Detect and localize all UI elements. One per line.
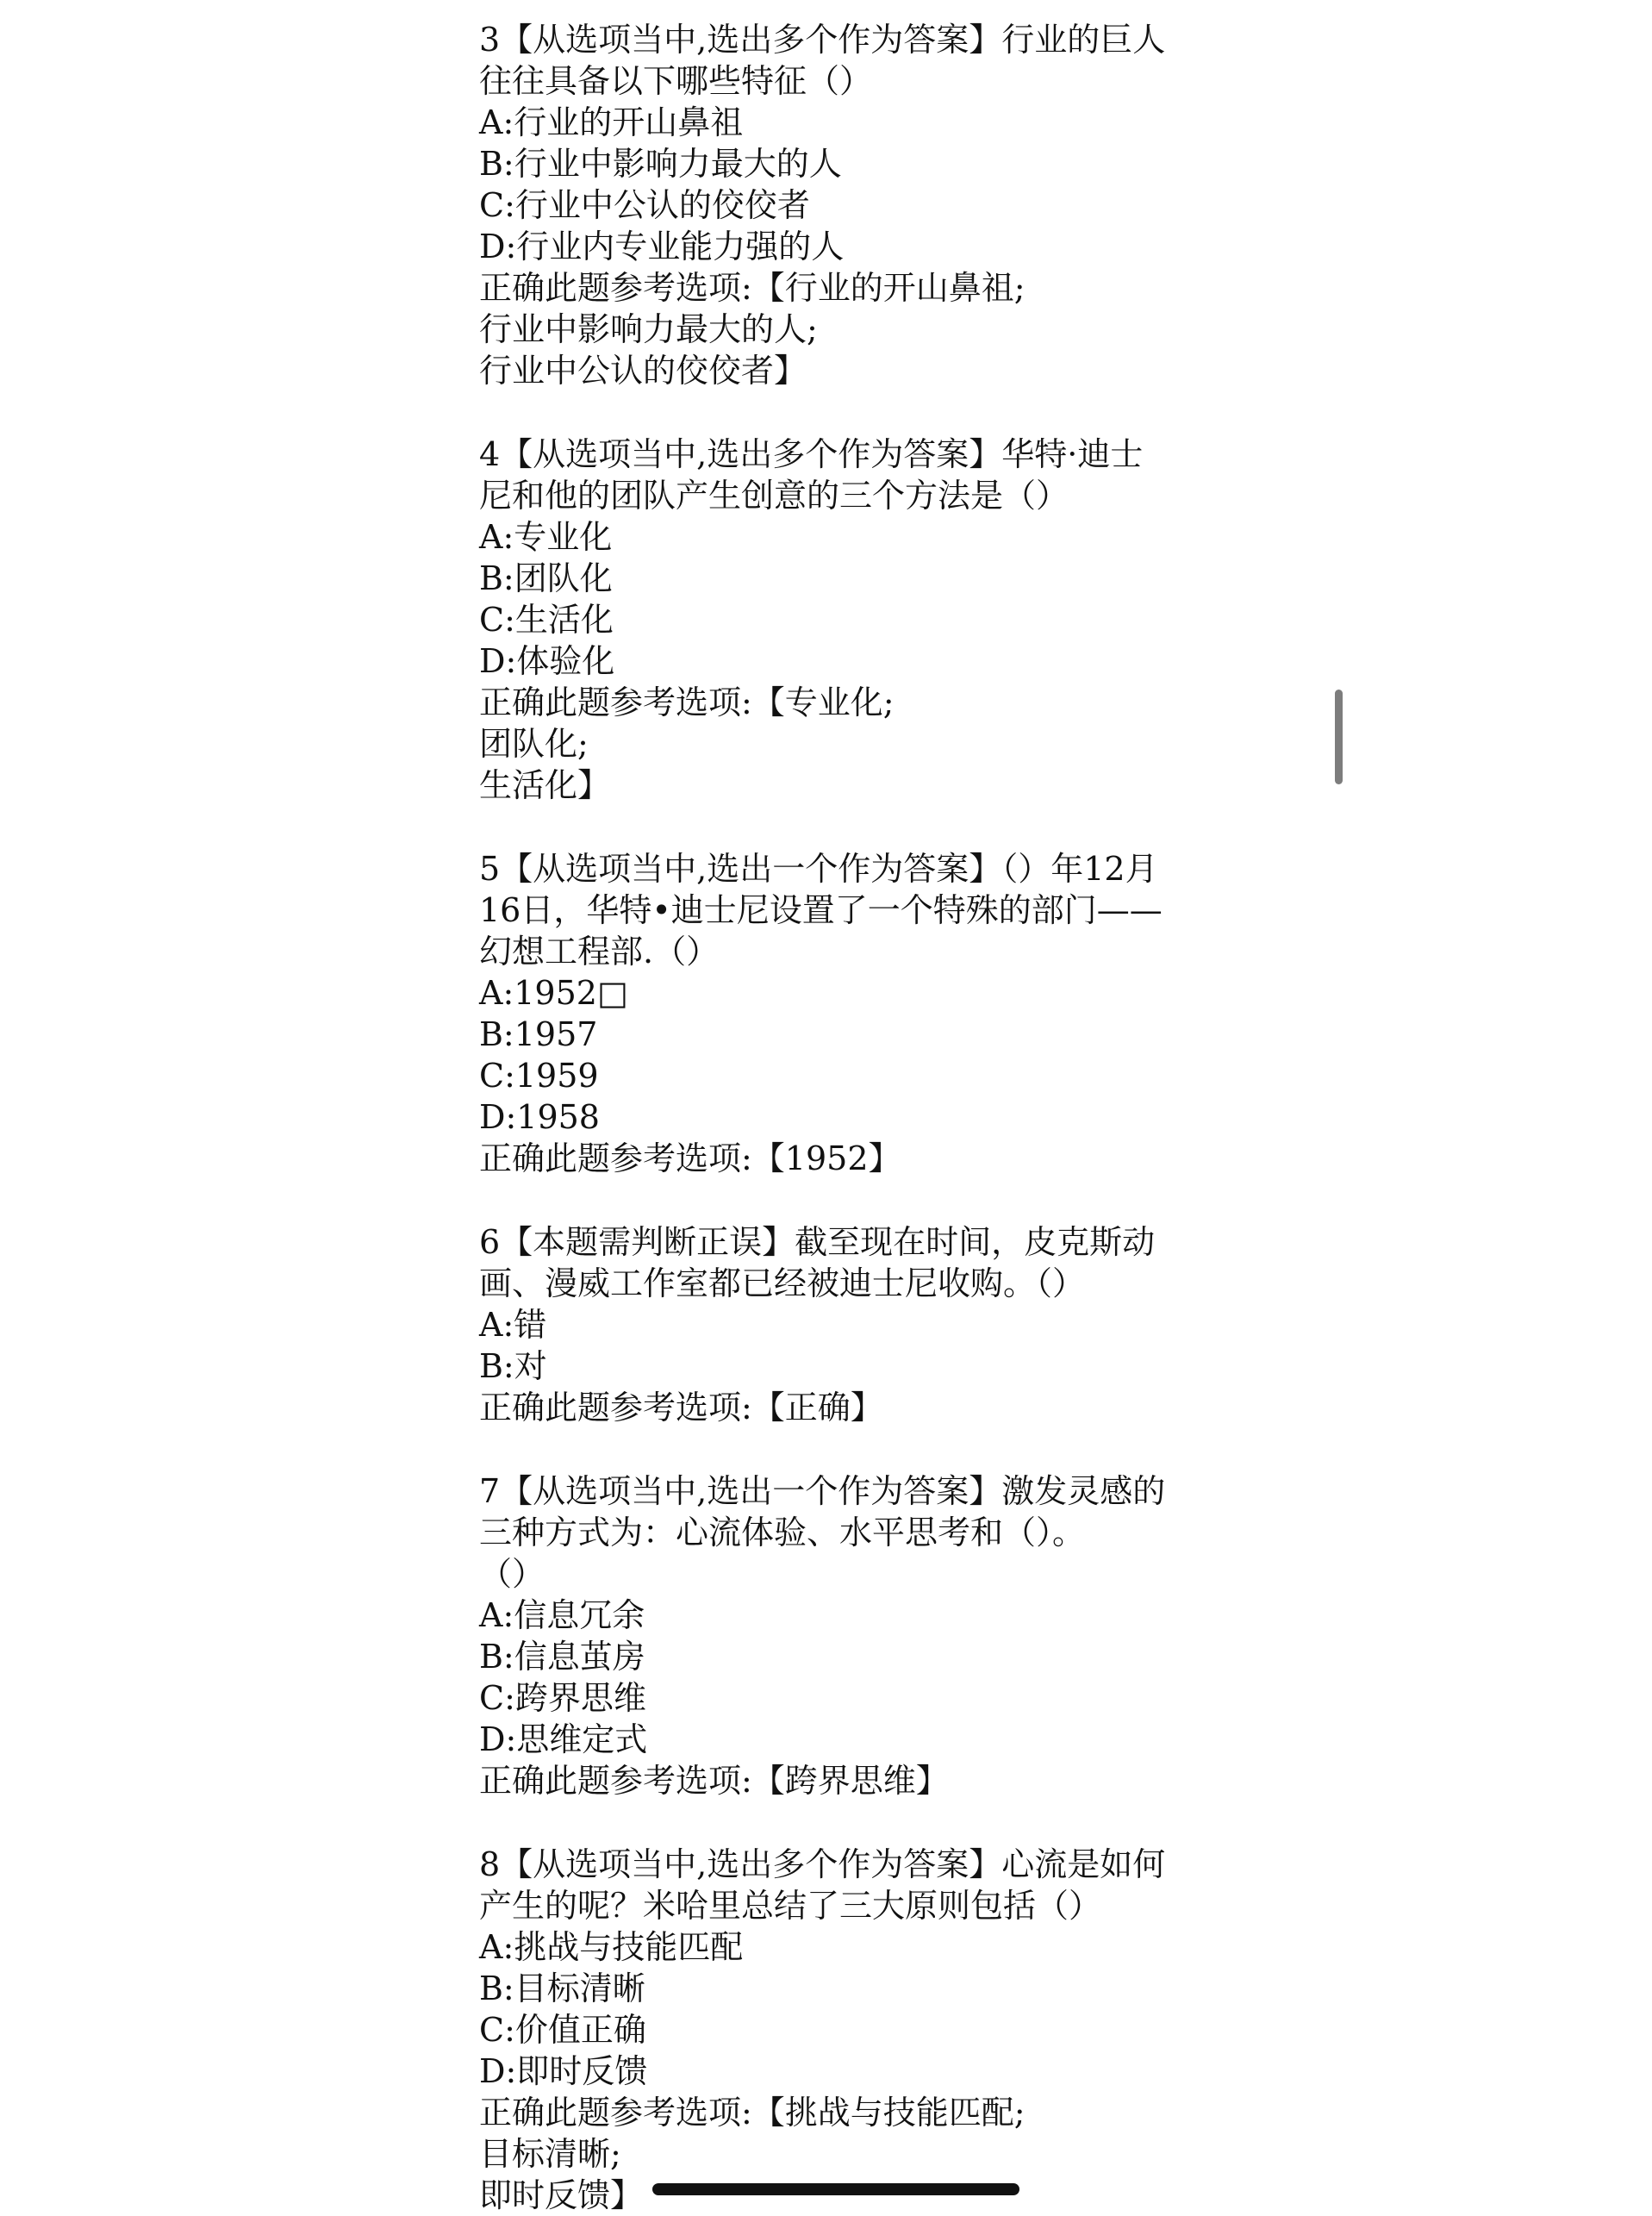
answer-line: 正确此题参考选项:【专业化; — [479, 684, 895, 721]
option-c: C:行业中公认的佼佼者 — [479, 186, 810, 224]
option-a: A:错 — [479, 1306, 547, 1344]
question-spacer — [479, 1428, 1207, 1470]
question-document — [479, 19, 1207, 2216]
question-text-line: 8【从选项当中,选出多个作为答案】心流是如何 — [479, 1845, 1166, 1883]
option-b: B:目标清晰 — [479, 1969, 645, 2007]
option-a: A:专业化 — [479, 518, 613, 556]
option-d: D:1958 — [479, 1098, 600, 1136]
answer-line: 正确此题参考选项:【跨界思维】 — [479, 1762, 949, 1800]
question-spacer — [479, 391, 1207, 434]
option-d: D:体验化 — [479, 642, 615, 680]
option-d: D:思维定式 — [479, 1720, 648, 1758]
option-d: D:行业内专业能力强的人 — [479, 228, 845, 265]
option-a: A:挑战与技能匹配 — [479, 1928, 744, 1966]
question-text-line: 画、漫威工作室都已经被迪士尼收购。（） — [479, 1264, 1086, 1302]
option-b: B:行业中影响力最大的人 — [479, 145, 842, 183]
question-text-line: 4【从选项当中,选出多个作为答案】华特·迪士 — [479, 435, 1144, 473]
option-b: B:对 — [479, 1347, 547, 1385]
answer-line: 正确此题参考选项:【挑战与技能匹配; — [479, 2094, 1025, 2132]
home-indicator[interactable] — [652, 2183, 1019, 2195]
question-text-line: 往往具备以下哪些特征（） — [479, 62, 873, 100]
option-a: A:行业的开山鼻祖 — [479, 103, 744, 141]
question-text-line: 6【本题需判断正误】截至现在时间，皮克斯动 — [479, 1223, 1156, 1261]
option-a: A:信息冗余 — [479, 1596, 645, 1634]
answer-line: 行业中公认的佼佼者】 — [479, 352, 807, 390]
scrollbar-thumb[interactable] — [1335, 690, 1343, 784]
question-5 — [479, 848, 1207, 1179]
answer-line: 即时反馈】 — [479, 2176, 644, 2214]
question-6 — [479, 1221, 1207, 1428]
question-text-line: 3【从选项当中,选出多个作为答案】行业的巨人 — [479, 21, 1166, 59]
option-c: C:生活化 — [479, 601, 614, 639]
option-b: B:团队化 — [479, 559, 613, 597]
question-spacer — [479, 1179, 1207, 1221]
question-text-line: 三种方式为：心流体验、水平思考和（）。 — [479, 1514, 1086, 1551]
answer-line: 正确此题参考选项:【行业的开山鼻祖; — [479, 269, 1025, 307]
option-c: C:跨界思维 — [479, 1679, 646, 1717]
answer-line: 正确此题参考选项:【正确】 — [479, 1389, 883, 1426]
question-spacer — [479, 806, 1207, 848]
question-text-line: 5【从选项当中,选出一个作为答案】（）年12月 — [479, 850, 1158, 888]
answer-line: 目标清晰; — [479, 2135, 621, 2173]
option-b: B:1957 — [479, 1015, 598, 1053]
question-text-line: 幻想工程部.（） — [479, 933, 720, 971]
option-b: B:信息茧房 — [479, 1638, 645, 1676]
option-d: D:即时反馈 — [479, 2052, 648, 2090]
answer-line: 行业中影响力最大的人; — [479, 310, 818, 348]
question-spacer — [479, 1801, 1207, 1844]
option-c: C:1959 — [479, 1057, 599, 1095]
answer-line: 生活化】 — [479, 766, 611, 804]
question-text-line: 产生的呢？米哈里总结了三大原则包括（） — [479, 1887, 1102, 1925]
question-7 — [479, 1470, 1207, 1801]
question-3 — [479, 19, 1207, 391]
question-text-line: （） — [479, 1555, 545, 1593]
question-8 — [479, 1844, 1207, 2216]
question-4 — [479, 434, 1207, 806]
option-c: C:价值正确 — [479, 2011, 646, 2049]
answer-line: 团队化; — [479, 725, 589, 763]
question-text-line: 尼和他的团队产生创意的三个方法是（） — [479, 477, 1069, 515]
answer-line: 正确此题参考选项:【1952】 — [479, 1139, 901, 1177]
question-text-line: 16日，华特•迪士尼设置了一个特殊的部门—— — [479, 891, 1163, 929]
question-text-line: 7【从选项当中,选出一个作为答案】激发灵感的 — [479, 1472, 1166, 1510]
option-a: A:1952□ — [479, 974, 628, 1012]
